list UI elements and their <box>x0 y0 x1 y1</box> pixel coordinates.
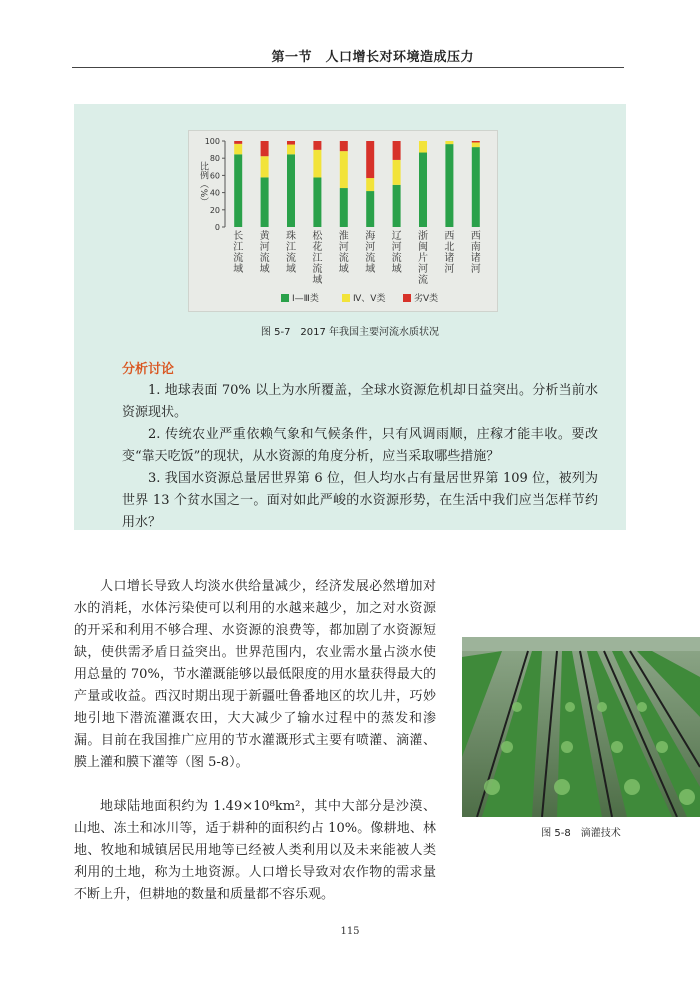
chapter-section-title: 第一节 人口增长对环境造成压力 <box>271 50 474 65</box>
y-tick-label: 60 <box>209 171 220 181</box>
bar-segment <box>287 145 295 155</box>
bar-segment <box>234 141 242 144</box>
category-label: 流 <box>312 264 323 275</box>
bar-segment <box>419 141 427 153</box>
y-axis-label: 比例（%） <box>198 161 208 207</box>
bar-segment <box>366 141 374 178</box>
legend-swatch <box>342 294 350 302</box>
water-quality-chart <box>188 130 498 312</box>
category-label: 域 <box>286 264 296 275</box>
bar-segment <box>261 177 269 227</box>
category-label: 河 <box>259 242 270 253</box>
discussion-panel <box>74 104 626 530</box>
discussion-title: 分析讨论 <box>122 362 175 377</box>
bar-segment <box>445 144 453 227</box>
bar-segment <box>340 151 348 188</box>
category-label: 河 <box>418 264 428 275</box>
category-label: 南 <box>470 242 481 253</box>
y-tick-label: 100 <box>204 137 220 146</box>
legend-swatch <box>281 294 289 302</box>
bar-segment <box>340 141 348 151</box>
bar-segment <box>472 142 480 147</box>
body-paragraph-2: 地球陆地面积约为 1.49×10⁸km²，其中大部分是沙漠、山地、冻土和冰川等，适于耕种的面积约占 10%。像耕地、林地、牧地和城镇居民用地等已经被人类利用以及未来能被人类利用的土地，称为土地资源。人口增长导致对农作物的需求量不断上升，但耕地的数量和质量都不容乐观。 <box>74 799 436 902</box>
bar-segment <box>366 178 374 191</box>
category-label: 闽 <box>418 242 428 253</box>
bar-segment <box>261 141 269 156</box>
bar-segment <box>419 153 427 227</box>
category-label: 诸 <box>470 253 481 264</box>
bar-segment <box>261 156 269 177</box>
category-label: 域 <box>338 264 349 275</box>
y-tick-label: 80 <box>209 154 220 164</box>
bar-segment <box>366 191 374 227</box>
bar-segment <box>287 154 295 227</box>
category-label: 河 <box>391 242 402 253</box>
category-label: 流 <box>418 275 428 286</box>
category-label: 黄 <box>259 231 270 242</box>
category-label: 江 <box>286 242 296 253</box>
bar-segment <box>472 147 480 227</box>
category-label: 河 <box>338 242 349 253</box>
category-label: 松 <box>312 231 323 242</box>
category-label: 江 <box>233 242 244 253</box>
bar-segment <box>472 141 480 142</box>
category-label: 域 <box>391 264 402 275</box>
category-label: 片 <box>418 253 428 264</box>
category-label: 江 <box>312 253 323 264</box>
category-label: 流 <box>365 253 376 264</box>
bar-segment <box>340 188 348 227</box>
bar-segment <box>234 144 242 154</box>
running-header <box>72 46 624 68</box>
y-tick-label: 20 <box>209 205 220 215</box>
y-tick-label: 0 <box>214 223 220 232</box>
bar-segment <box>287 141 295 145</box>
category-label: 流 <box>391 253 402 264</box>
category-label: 诸 <box>444 253 455 264</box>
figure-5-7-caption: 图 5-7 2017 年我国主要河流水质状况 <box>260 327 440 338</box>
category-label: 北 <box>444 242 455 253</box>
category-label: 域 <box>312 275 323 286</box>
bar-segment <box>393 160 401 185</box>
category-label: 域 <box>365 264 376 275</box>
category-label: 河 <box>444 264 455 275</box>
y-tick-label: 40 <box>209 188 220 198</box>
bar-segment <box>393 185 401 227</box>
drip-irrigation-photo <box>462 637 700 817</box>
category-label: 淮 <box>338 231 349 242</box>
category-label: 西 <box>444 231 455 242</box>
category-label: 流 <box>338 253 349 264</box>
bar-segment <box>445 141 453 144</box>
category-label: 浙 <box>418 231 428 242</box>
category-label: 流 <box>286 253 296 264</box>
category-label: 辽 <box>391 231 402 242</box>
bar-segment <box>313 150 321 178</box>
figure-5-8-caption: 图 5-8 滴灌技术 <box>541 828 621 839</box>
category-label: 域 <box>233 264 244 275</box>
bar-segment <box>393 141 401 160</box>
category-label: 河 <box>365 242 376 253</box>
legend-label: Ⅳ、Ⅴ类 <box>353 294 386 304</box>
bar-segment <box>313 141 321 150</box>
page-number: 115 <box>340 926 360 937</box>
body-paragraph-1: 人口增长导致人均淡水供给量减少，经济发展必然增加对水的消耗，水体污染使可以利用的水越来越少，加之对水资源的开采和利用不够合理、水资源的浪费等，都加剧了水资源短缺，使供需矛盾日益突出。世界范围内，农业需水量占淡水使用总量的 70%，节水灌溉能够以最低限度的用水量获得最大的产量或收益。西汉时期出现于新疆吐鲁番地区的坎儿井，巧妙地引地下潜流灌溉农田，大大减少了输水过程中的蒸发和渗漏。目前在我国推广应用的节水灌溉形式主要有喷灌、滴灌、膜上灌和膜下灌等（图 5-8）。 <box>74 579 436 770</box>
legend-label: 劣Ⅴ类 <box>414 294 439 304</box>
category-label: 花 <box>312 242 323 253</box>
category-label: 西 <box>470 231 481 242</box>
legend-label: Ⅰ—Ⅲ类 <box>292 294 319 304</box>
bar-segment <box>313 177 321 227</box>
category-label: 流 <box>233 253 244 264</box>
bar-segment <box>234 154 242 227</box>
discussion-question-3: 3. 我国水资源总量居世界第 6 位，但人均水占有量居世界第 109 位，被列为世界 13 个贫水国之一。面对如此严峻的水资源形势，在生活中我们应当怎样节约用水？ <box>122 471 598 530</box>
category-label: 域 <box>259 264 270 275</box>
category-label: 珠 <box>286 231 296 242</box>
drip-irrigation-illustration <box>462 637 700 817</box>
legend-swatch <box>403 294 411 302</box>
discussion-question-1: 1. 地球表面 70% 以上为水所覆盖，全球水资源危机却日益突出。分析当前水资源现状。 <box>122 383 598 420</box>
category-label: 河 <box>470 264 481 275</box>
category-label: 海 <box>365 231 376 242</box>
chart-svg <box>189 131 499 313</box>
category-label: 长 <box>233 231 244 242</box>
category-label: 流 <box>259 253 270 264</box>
discussion-question-2: 2. 传统农业严重依赖气象和气候条件，只有风调雨顺，庄稼才能丰收。要改变“靠天吃饭”的现状，从水资源的角度分析，应当采取哪些措施？ <box>122 427 598 464</box>
